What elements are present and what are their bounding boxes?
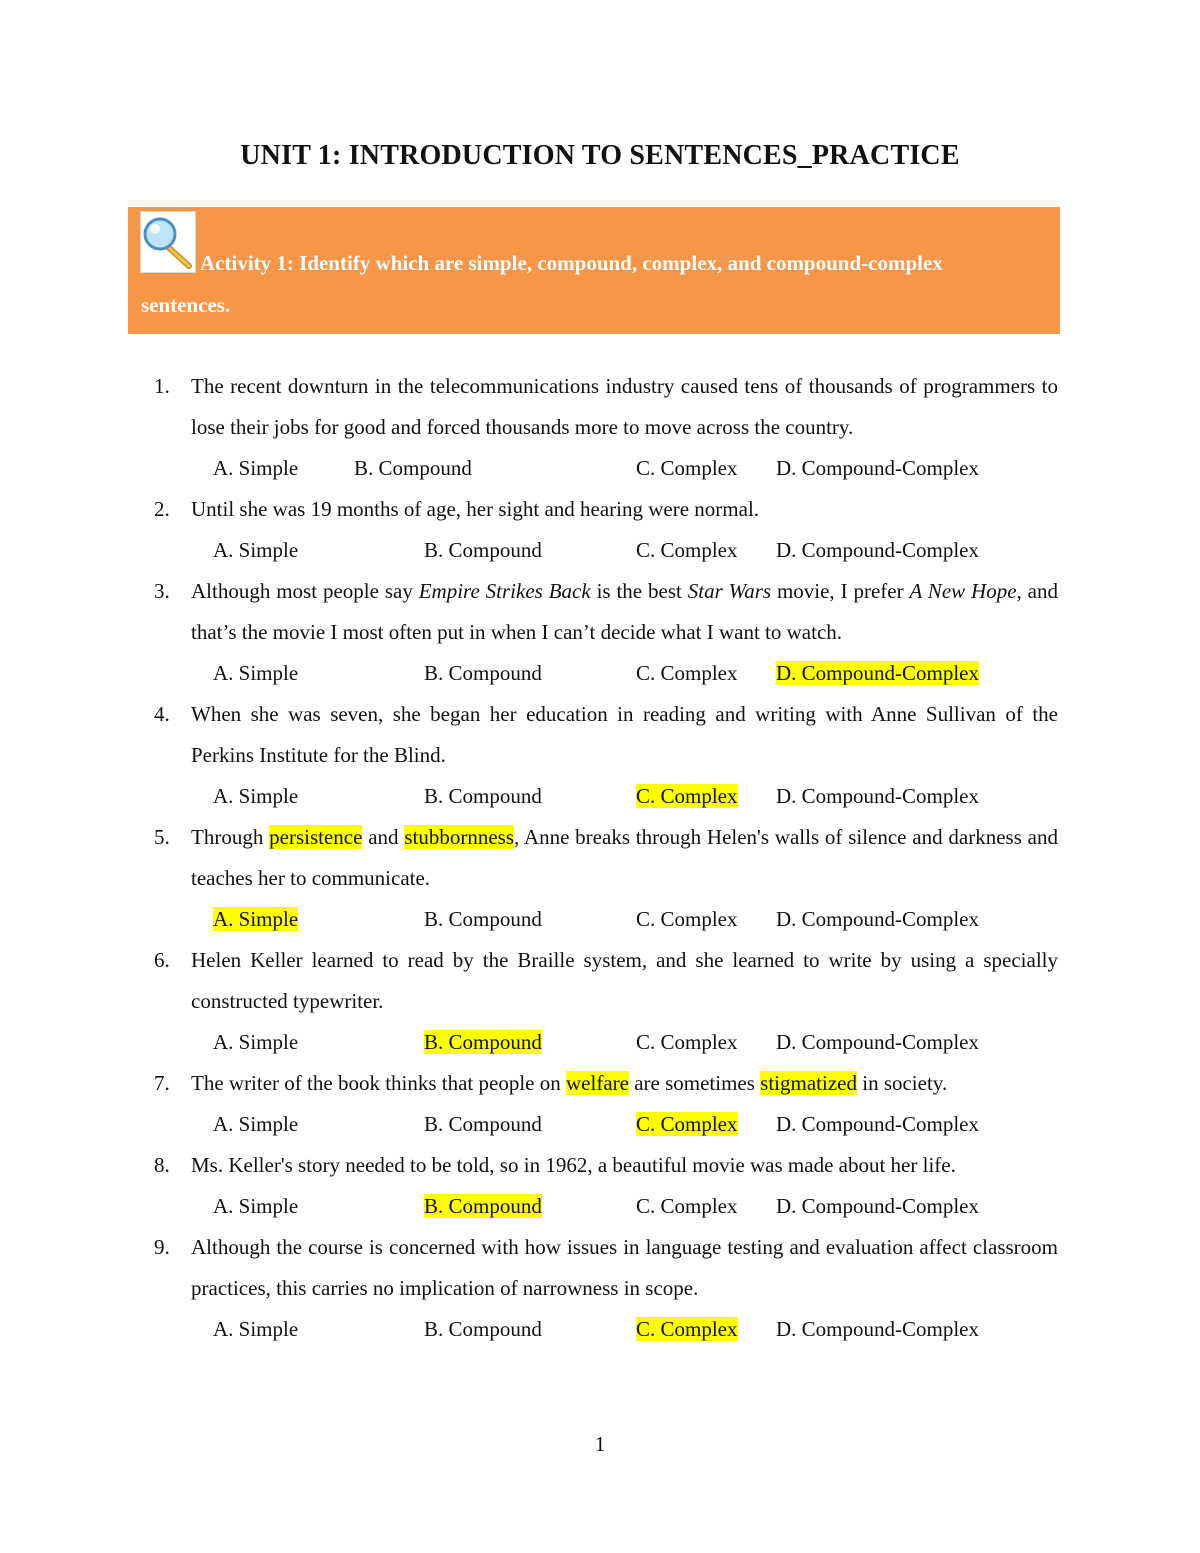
- answer-option[interactable]: C. Complex: [636, 538, 738, 562]
- answer-option[interactable]: C. Complex: [636, 1030, 738, 1054]
- question-number: 4.: [154, 702, 170, 726]
- question-item: [0, 571, 1200, 694]
- question-text: Through persistence and stubbornness, Anne breaks through Helen's walls of silence and darkness and teaches her to communicate.: [191, 825, 1059, 890]
- question-item: [0, 366, 1200, 489]
- answer-options: [0, 776, 1200, 817]
- question-item: [0, 1227, 1200, 1350]
- answer-options: [0, 653, 1200, 694]
- answer-option-selected[interactable]: D. Compound-Complex: [776, 661, 979, 685]
- question-number: 9.: [154, 1235, 170, 1259]
- answer-option[interactable]: D. Compound-Complex: [776, 907, 979, 931]
- answer-options: [0, 530, 1200, 571]
- question-text: When she was seven, she began her education in reading and writing with Anne Sullivan of the Perkins Institute for the Blind.: [191, 702, 1058, 767]
- answer-option[interactable]: A. Simple: [213, 456, 299, 480]
- page-title: UNIT 1: INTRODUCTION TO SENTENCES_PRACTICE: [240, 140, 960, 171]
- answer-option[interactable]: D. Compound-Complex: [776, 538, 979, 562]
- activity-banner: [128, 207, 1060, 334]
- answer-option[interactable]: A. Simple: [213, 661, 299, 685]
- answer-options: [0, 1022, 1200, 1063]
- answer-option[interactable]: C. Complex: [636, 661, 738, 685]
- answer-options: [0, 1104, 1200, 1145]
- answer-option-selected[interactable]: B. Compound: [424, 1194, 542, 1218]
- highlighted-word: stubbornness: [404, 825, 515, 849]
- question-item: [0, 817, 1200, 940]
- question-text: Although most people say Empire Strikes Back is the best Star Wars movie, I prefer A New Hope, and that’s the movie I most often put in when I can’t decide what I want to watch.: [191, 579, 1058, 644]
- answer-option-selected[interactable]: C. Complex: [636, 1112, 738, 1136]
- question-number: 3.: [154, 579, 170, 603]
- question-text: The writer of the book thinks that people on welfare are sometimes stigmatized in society.: [191, 1071, 948, 1095]
- answer-option[interactable]: B. Compound: [424, 1317, 542, 1341]
- answer-option[interactable]: B. Compound: [354, 456, 472, 480]
- answer-option[interactable]: B. Compound: [424, 907, 542, 931]
- activity-heading: Activity 1: Identify which are simple, compound, complex, and compound-complex: [200, 251, 943, 275]
- activity-heading-continued: sentences.: [141, 293, 231, 317]
- answer-option[interactable]: C. Complex: [636, 1194, 738, 1218]
- question-item: [0, 694, 1200, 817]
- question-number: 6.: [154, 948, 170, 972]
- answer-option[interactable]: A. Simple: [213, 1317, 299, 1341]
- question-number: 7.: [154, 1071, 170, 1095]
- question-text: The recent downturn in the telecommunications industry caused tens of thousands of programmers to lose their jobs for good and forced thousands more to move across the country.: [191, 374, 1058, 439]
- question-number: 8.: [154, 1153, 170, 1177]
- question-text: Ms. Keller's story needed to be told, so in 1962, a beautiful movie was made about her life.: [191, 1153, 956, 1177]
- answer-option[interactable]: A. Simple: [213, 1030, 299, 1054]
- answer-option[interactable]: C. Complex: [636, 907, 738, 931]
- question-number: 5.: [154, 825, 170, 849]
- answer-option[interactable]: A. Simple: [213, 1194, 299, 1218]
- answer-option[interactable]: D. Compound-Complex: [776, 1112, 979, 1136]
- answer-option[interactable]: A. Simple: [213, 1112, 299, 1136]
- answer-options: [0, 899, 1200, 940]
- highlighted-word: stigmatized: [760, 1071, 857, 1095]
- answer-option[interactable]: C. Complex: [636, 456, 738, 480]
- answer-option[interactable]: D. Compound-Complex: [776, 784, 979, 808]
- page-number: 1: [594, 1432, 606, 1456]
- question-number: 1.: [154, 374, 170, 398]
- answer-option[interactable]: B. Compound: [424, 784, 542, 808]
- answer-option-selected[interactable]: B. Compound: [424, 1030, 542, 1054]
- question-item: [0, 489, 1200, 571]
- answer-option[interactable]: B. Compound: [424, 1112, 542, 1136]
- highlighted-word: welfare: [566, 1071, 629, 1095]
- highlighted-word: persistence: [269, 825, 363, 849]
- answer-option-selected[interactable]: A. Simple: [213, 907, 299, 931]
- question-item: [0, 1145, 1200, 1227]
- answer-options: [0, 448, 1200, 489]
- answer-option[interactable]: A. Simple: [213, 784, 299, 808]
- answer-option[interactable]: B. Compound: [424, 661, 542, 685]
- answer-option[interactable]: B. Compound: [424, 538, 542, 562]
- question-number: 2.: [154, 497, 170, 521]
- answer-option[interactable]: A. Simple: [213, 538, 299, 562]
- question-text: Until she was 19 months of age, her sight and hearing were normal.: [191, 497, 760, 521]
- answer-options: [0, 1309, 1200, 1350]
- question-text: Although the course is concerned with how issues in language testing and evaluation affect classroom practices, this carries no implication of narrowness in scope.: [191, 1235, 1058, 1300]
- question-item: [0, 940, 1200, 1063]
- answer-option[interactable]: D. Compound-Complex: [776, 1194, 979, 1218]
- answer-option[interactable]: D. Compound-Complex: [776, 1317, 979, 1341]
- question-item: [0, 1063, 1200, 1145]
- question-list: [0, 366, 1200, 1350]
- answer-option-selected[interactable]: C. Complex: [636, 784, 738, 808]
- answer-option[interactable]: D. Compound-Complex: [776, 1030, 979, 1054]
- question-text: Helen Keller learned to read by the Braille system, and she learned to write by using a specially constructed typewriter.: [191, 948, 1058, 1013]
- answer-option-selected[interactable]: C. Complex: [636, 1317, 738, 1341]
- answer-option[interactable]: D. Compound-Complex: [776, 456, 979, 480]
- answer-options: [0, 1186, 1200, 1227]
- magnifier-icon: [140, 211, 196, 273]
